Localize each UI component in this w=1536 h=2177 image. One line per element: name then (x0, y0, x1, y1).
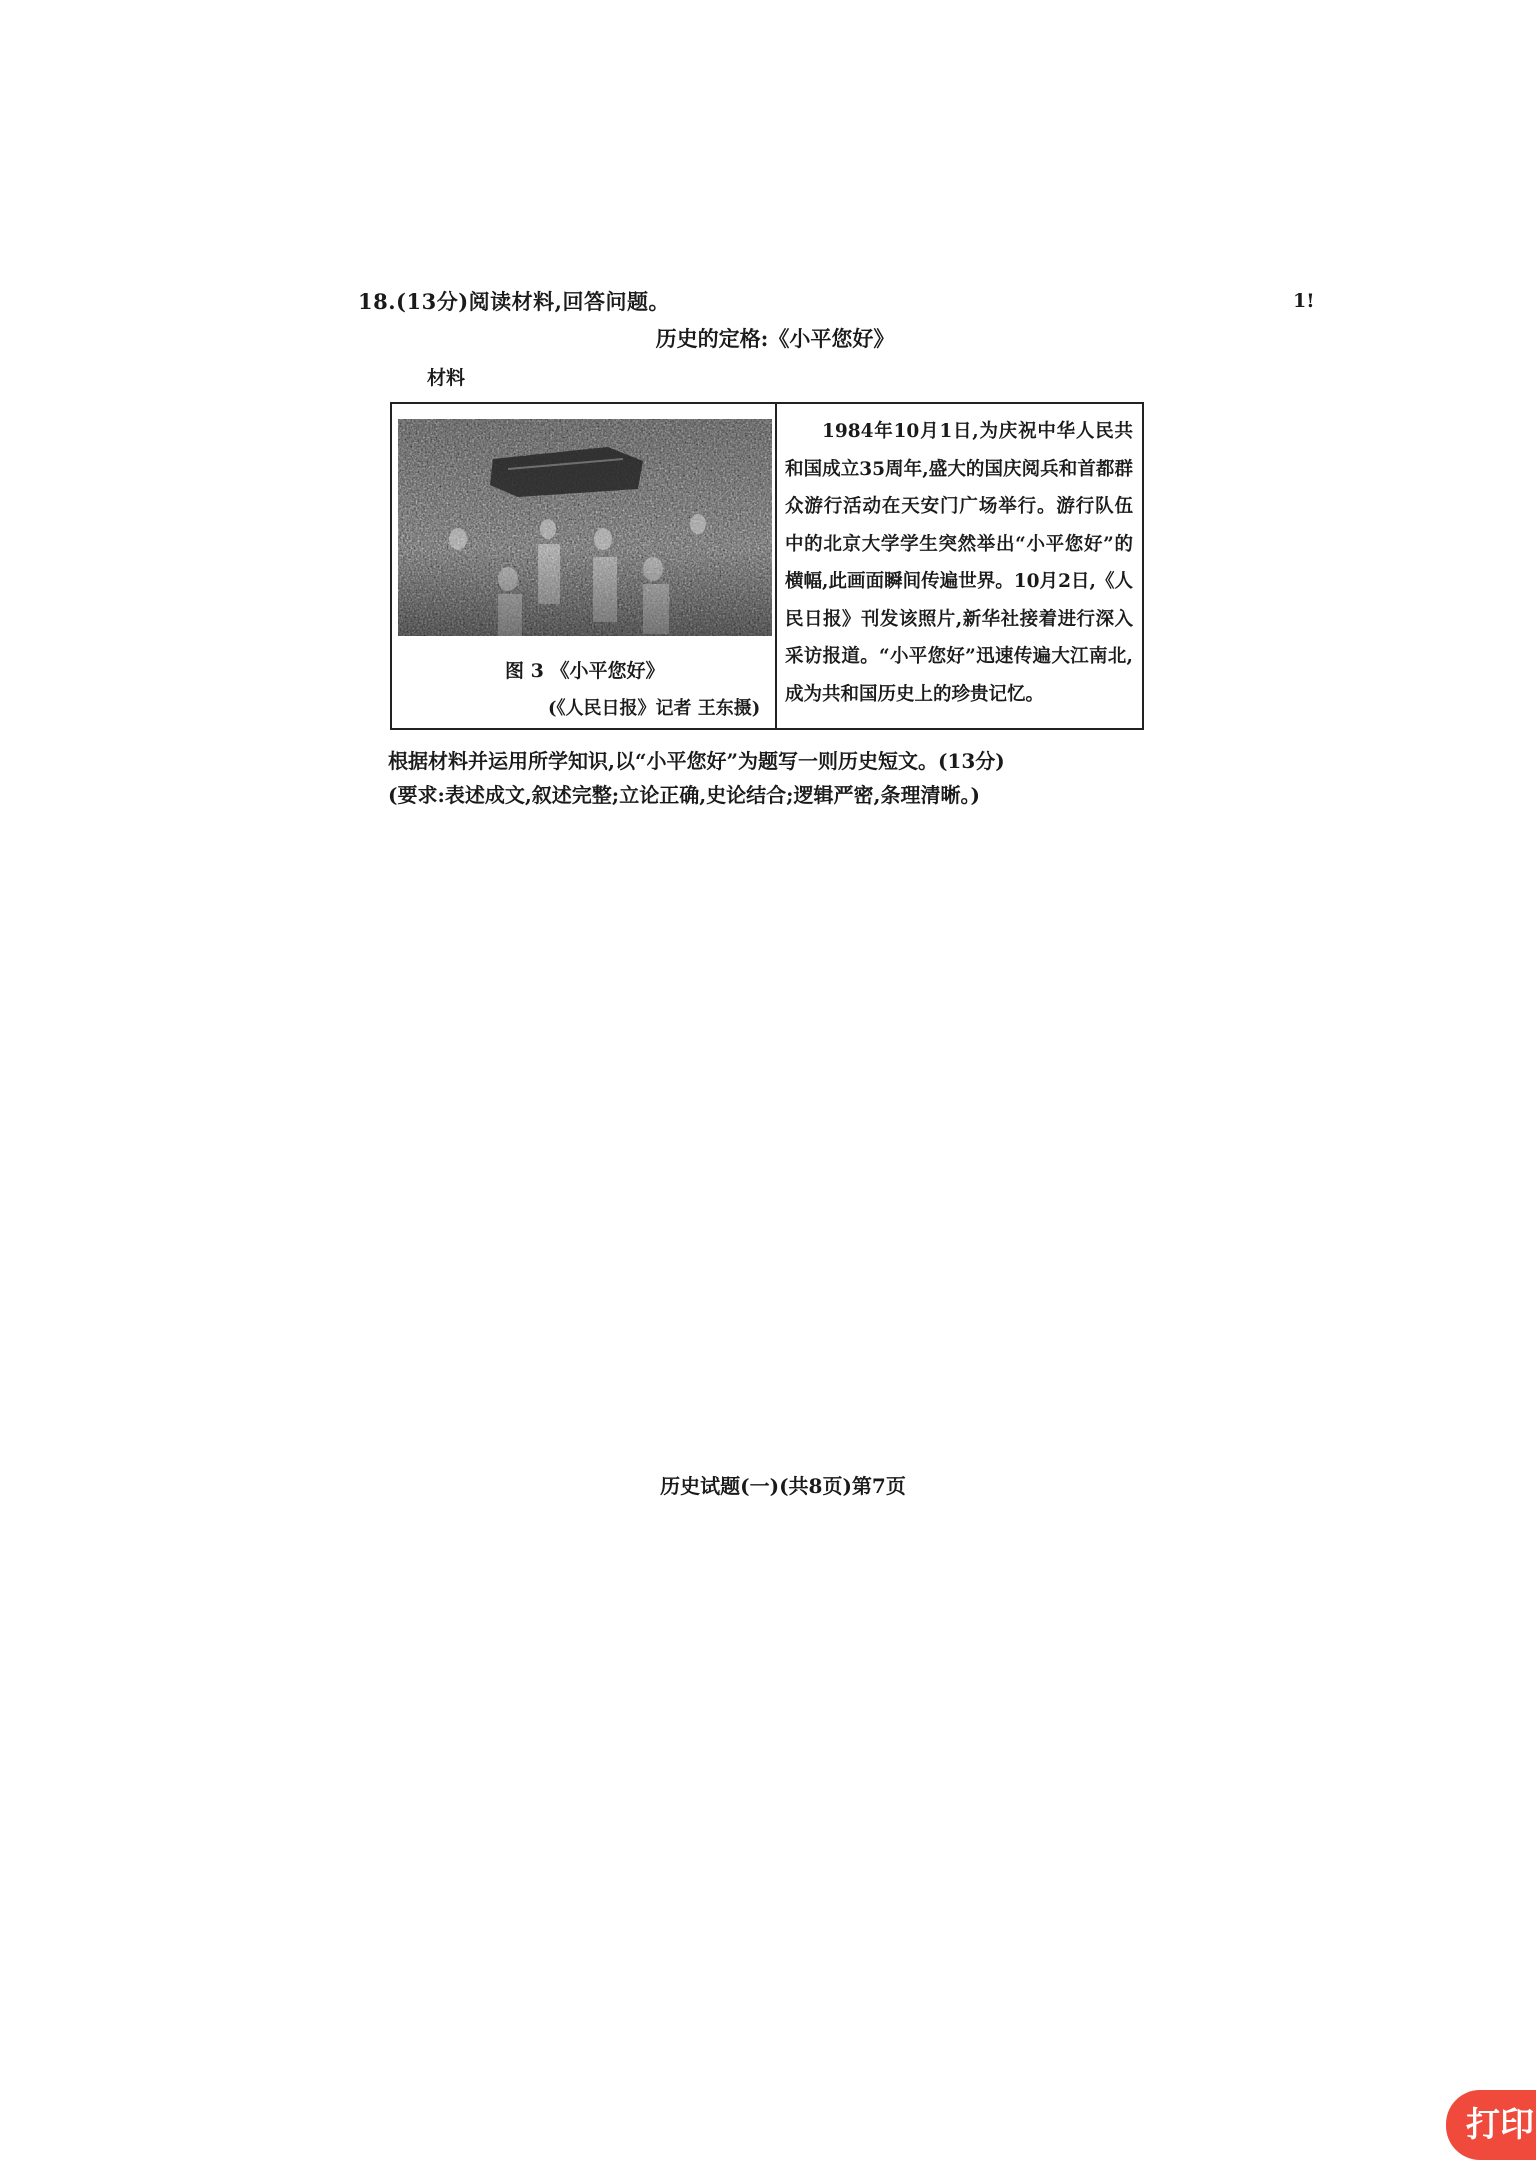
question-title: 历史的定格:《小平您好》 (655, 326, 895, 351)
task-instruction: 根据材料并运用所学知识,以“小平您好”为题写一则历史短文。(13分) (388, 749, 1005, 773)
corner-mark: 1! (1293, 290, 1315, 312)
page-footer: 历史试题(一)(共8页)第7页 (660, 1474, 906, 1498)
material-column-divider (775, 402, 777, 730)
figure-caption: 图 3 《小平您好》 (505, 660, 665, 682)
print-button[interactable]: 打印 (1446, 2090, 1536, 2160)
figure-credit: (《人民日报》记者 王东摄) (548, 698, 761, 719)
material-passage: 1984年10月1日,为庆祝中华人民共和国成立35周年,盛大的国庆阅兵和首都群众游行活动在天安门广场举行。游行队伍中的北京大学学生突然举出“小平您好”的横幅,此画面瞬间传遍世界。10月2日,《人民日报》刊发该照片,新华社接着进行深入采访报道。“小平您好”迅速传遍大江南北,成为共和国历史上的珍贵记忆。 (785, 421, 1133, 705)
material-label: 材料 (427, 367, 466, 389)
crowd-photo (398, 419, 772, 636)
task-requirement: (要求:表述成文,叙述完整;立论正确,史论结合;逻辑严密,条理清晰。) (388, 783, 980, 807)
question-header: 18.(13分)阅读材料,回答问题。 (358, 289, 670, 314)
